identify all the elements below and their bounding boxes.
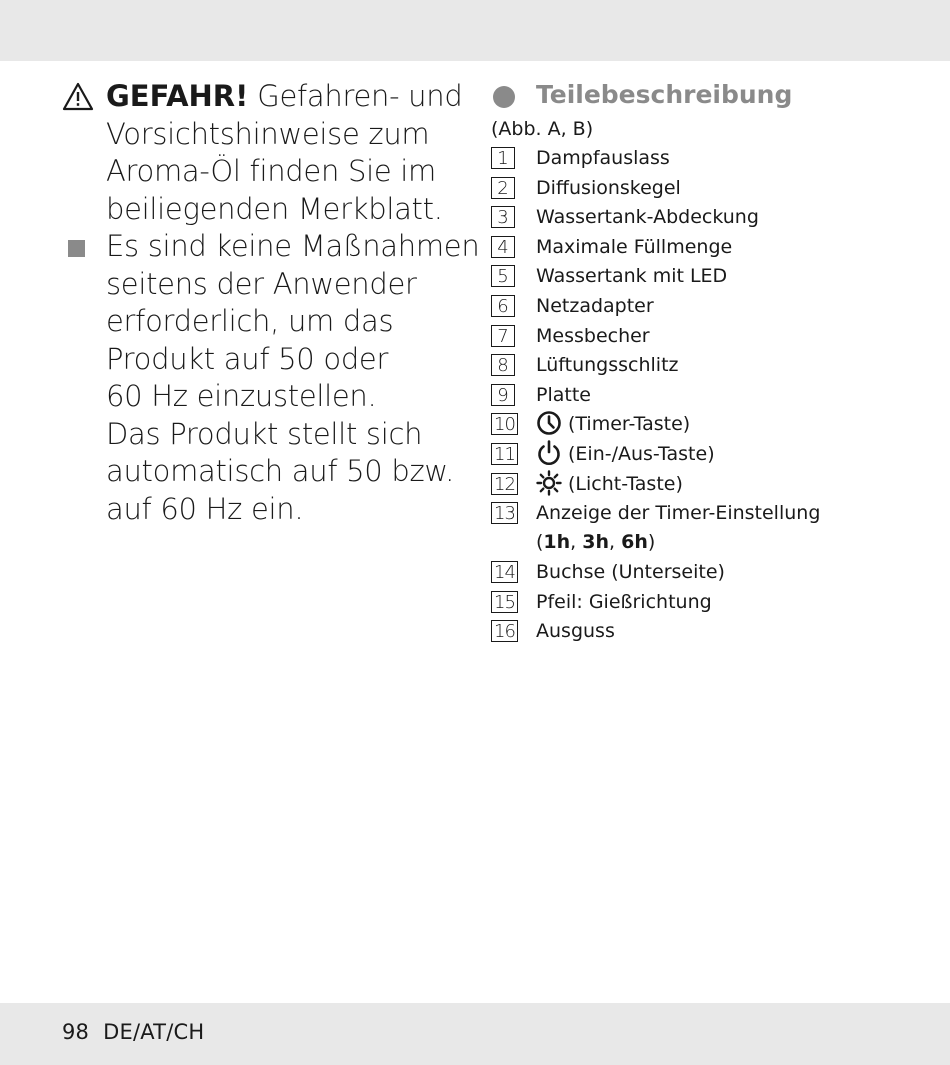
part-label: Netzadapter [536,294,654,317]
section-title: Teilebeschreibung [536,80,793,109]
part-number: 7 [491,325,515,347]
part-number: 3 [491,206,515,228]
note-line-2: seitens der Anwender [106,266,417,301]
list-item [491,351,931,381]
right-column [491,80,931,647]
frequency-note-paragraph [62,228,480,528]
part-label: Maximale Füllmenge [536,235,733,258]
part-label: Diffusionskegel [536,176,681,199]
part-number: 13 [491,502,518,524]
part-number: 2 [491,177,515,199]
section-heading [491,80,931,114]
parts-list [491,144,931,647]
list-item [491,588,931,618]
part-label: Anzeige der Timer-Einstellung (1h, 3h, 6h) [536,499,820,557]
list-item [491,233,931,263]
list-item [491,617,931,647]
list-item [491,558,931,588]
part-number: 16 [491,620,518,642]
warning-triangle-icon [62,82,94,112]
note-line-1: Es sind keine Maßnahmen [106,229,480,263]
part-number: 15 [491,591,518,613]
warning-line-3: Aroma-Öl finden Sie im [106,154,436,188]
list-item [491,470,931,500]
part-number: 10 [491,413,518,435]
part-label: Buchse (Unterseite) [536,561,725,584]
clock-icon [536,410,562,436]
list-item [491,322,931,352]
timer-options: (1h, 3h, 6h) [536,531,656,554]
part-number: 14 [491,561,518,583]
part-label: Lüftungsschlitz [536,354,679,377]
figure-reference: (Abb. A, B) [491,118,594,140]
list-item [491,292,931,322]
part-label: Platte [536,383,591,406]
danger-keyword: GEFAHR! [106,79,249,113]
part-label: Pfeil: Gießrichtung [536,590,712,613]
warning-line-4: beiliegenden Merkblatt. [106,191,443,226]
part-number: 8 [491,354,515,376]
page-number: 98 [62,1020,90,1044]
part-label: Wassertank mit LED [536,265,728,288]
heading-bullet-icon [493,86,515,108]
part-label: Dampfauslass [536,147,670,169]
part-number: 1 [491,147,515,169]
part-number: 4 [491,236,515,258]
left-column [62,78,480,528]
list-item [491,499,931,558]
sun-icon [536,470,562,496]
part-number: 6 [491,295,515,317]
region-label: DE/AT/CH [103,1020,205,1044]
part-number: 9 [491,384,515,406]
part-number: 12 [491,473,518,495]
warning-paragraph [62,78,462,228]
note-line-3: erforderlich, um das [106,304,394,338]
note-line-7: automatisch auf 50 bzw. [106,454,455,488]
list-item [491,410,931,440]
note-line-5: 60 Hz einzustellen. [106,379,377,413]
top-band [0,0,950,61]
warning-line-1: GEFAHR! Gefahren- und [106,79,463,113]
list-item [491,203,931,233]
list-item [491,440,931,470]
list-item [491,144,931,174]
part-label: Wassertank-Abdeckung [536,206,759,229]
note-line-4: Produkt auf 50 oder [106,341,389,376]
part-number: 11 [491,443,518,465]
list-item [491,174,931,204]
note-line-8: auf 60 Hz ein. [106,491,304,526]
part-label: Ausguss [536,620,615,643]
warning-line-2: Vorsichtshinweise zum [106,116,430,151]
part-label: (Ein-/Aus-Taste) [536,440,715,469]
power-icon [536,440,562,466]
part-label: (Timer-Taste) [536,410,690,439]
part-number: 5 [491,265,515,287]
note-line-6: Das Produkt stellt sich [106,416,423,451]
list-item [491,381,931,411]
list-item [491,262,931,292]
part-label: Messbecher [536,324,650,347]
page-footer [62,1020,204,1044]
square-bullet-icon [68,240,85,257]
part-label: (Licht-Taste) [536,470,683,499]
